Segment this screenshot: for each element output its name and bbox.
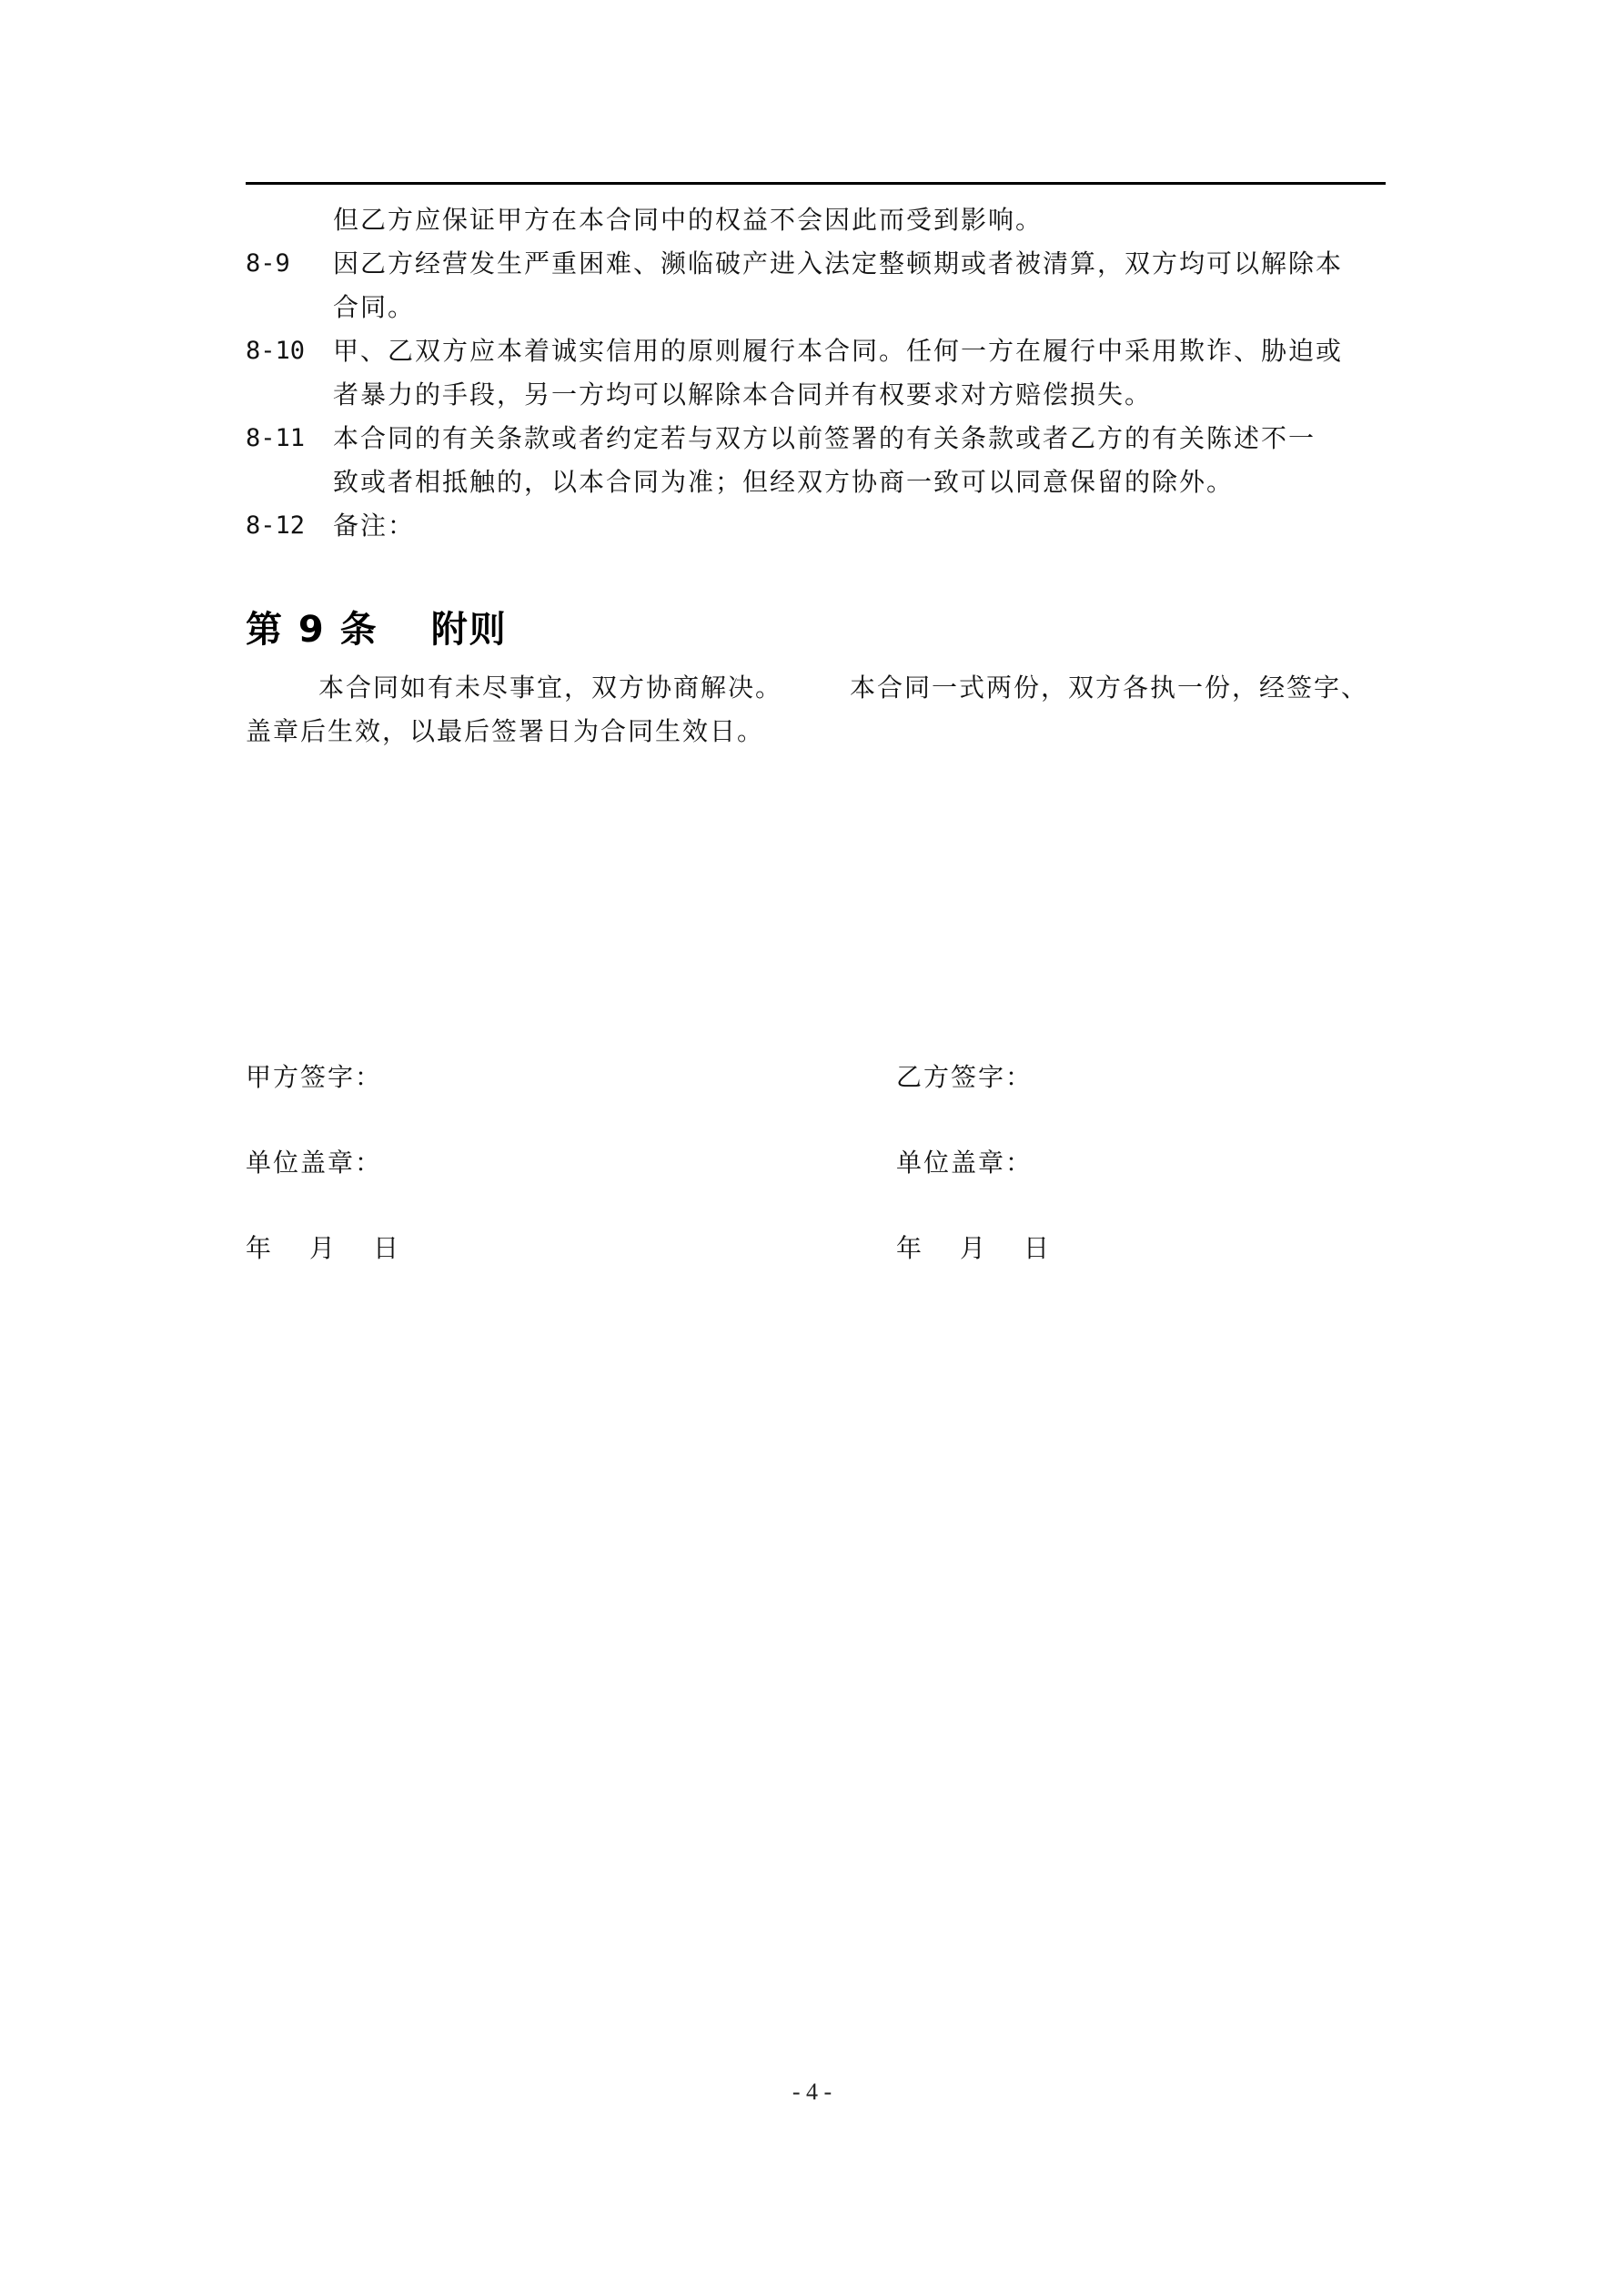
clause-8-12 bbox=[246, 504, 1392, 548]
section-text-part-1: 本合同如有未尽事宜，双方协商解决。 bbox=[318, 673, 783, 703]
section-title: 附则 bbox=[430, 609, 508, 651]
party-b-sign-label: 乙方签字： bbox=[896, 1062, 1034, 1092]
header-rule bbox=[246, 182, 1386, 185]
clause-text: 者暴力的手段，另一方均可以解除本合同并有权要求对方赔偿损失。 bbox=[333, 379, 1153, 410]
clause-text: 因乙方经营发生严重困难、濒临破产进入法定整顿期或者被清算，双方均可以解除本 bbox=[333, 248, 1344, 278]
party-b-seal-label: 单位盖章： bbox=[896, 1148, 1034, 1178]
clause-8-10 bbox=[246, 329, 1392, 373]
day-label: 日 bbox=[373, 1233, 401, 1263]
clause-8-8-continuation bbox=[246, 198, 1392, 242]
clause-number: 8-9 bbox=[246, 249, 290, 278]
party-a-date bbox=[246, 1227, 400, 1270]
clause-text: 合同。 bbox=[333, 292, 416, 322]
clause-text: 致或者相抵触的，以本合同为准；但经双方协商一致可以同意保留的除外。 bbox=[333, 467, 1235, 497]
party-a-signature-block bbox=[246, 1056, 400, 1312]
clause-number: 8-12 bbox=[246, 511, 306, 540]
clause-8-11 bbox=[246, 417, 1392, 460]
section-paragraph-line-1 bbox=[246, 666, 1401, 710]
clause-text: 甲、乙双方应本着诚实信用的原则履行本合同。任何一方在履行中采用欺诈、胁迫或 bbox=[333, 336, 1344, 366]
page-number: - 4 - bbox=[792, 2079, 832, 2105]
section-heading bbox=[246, 601, 508, 652]
clause-number: 8-10 bbox=[246, 337, 306, 365]
clause-text: 本合同的有关条款或者约定若与双方以前签署的有关条款或者乙方的有关陈述不一 bbox=[333, 423, 1316, 453]
clause-8-9-line-2 bbox=[246, 286, 1392, 329]
clause-8-9 bbox=[246, 242, 1392, 286]
year-label: 年 bbox=[246, 1233, 274, 1263]
clause-text: 但乙方应保证甲方在本合同中的权益不会因此而受到影响。 bbox=[333, 205, 1044, 235]
month-label: 月 bbox=[960, 1233, 988, 1263]
party-b-date bbox=[896, 1227, 1051, 1270]
section-number: 第 9 条 bbox=[246, 609, 378, 651]
clause-list bbox=[246, 198, 1392, 548]
clause-number: 8-11 bbox=[246, 424, 306, 452]
clause-8-11-line-2 bbox=[246, 460, 1392, 504]
clause-text: 备注： bbox=[333, 511, 416, 541]
clause-8-10-line-2 bbox=[246, 373, 1392, 417]
party-a-sign-label: 甲方签字： bbox=[246, 1062, 383, 1092]
year-label: 年 bbox=[896, 1233, 924, 1263]
section-text-part-2: 本合同一式两份，双方各执一份，经签字、 bbox=[850, 673, 1369, 703]
party-a-seal-label: 单位盖章： bbox=[246, 1148, 383, 1178]
section-body bbox=[246, 666, 1401, 754]
day-label: 日 bbox=[1024, 1233, 1052, 1263]
section-paragraph-line-2: 盖章后生效，以最后签署日为合同生效日。 bbox=[246, 716, 765, 746]
month-label: 月 bbox=[309, 1233, 338, 1263]
party-b-signature-block bbox=[896, 1056, 1051, 1312]
